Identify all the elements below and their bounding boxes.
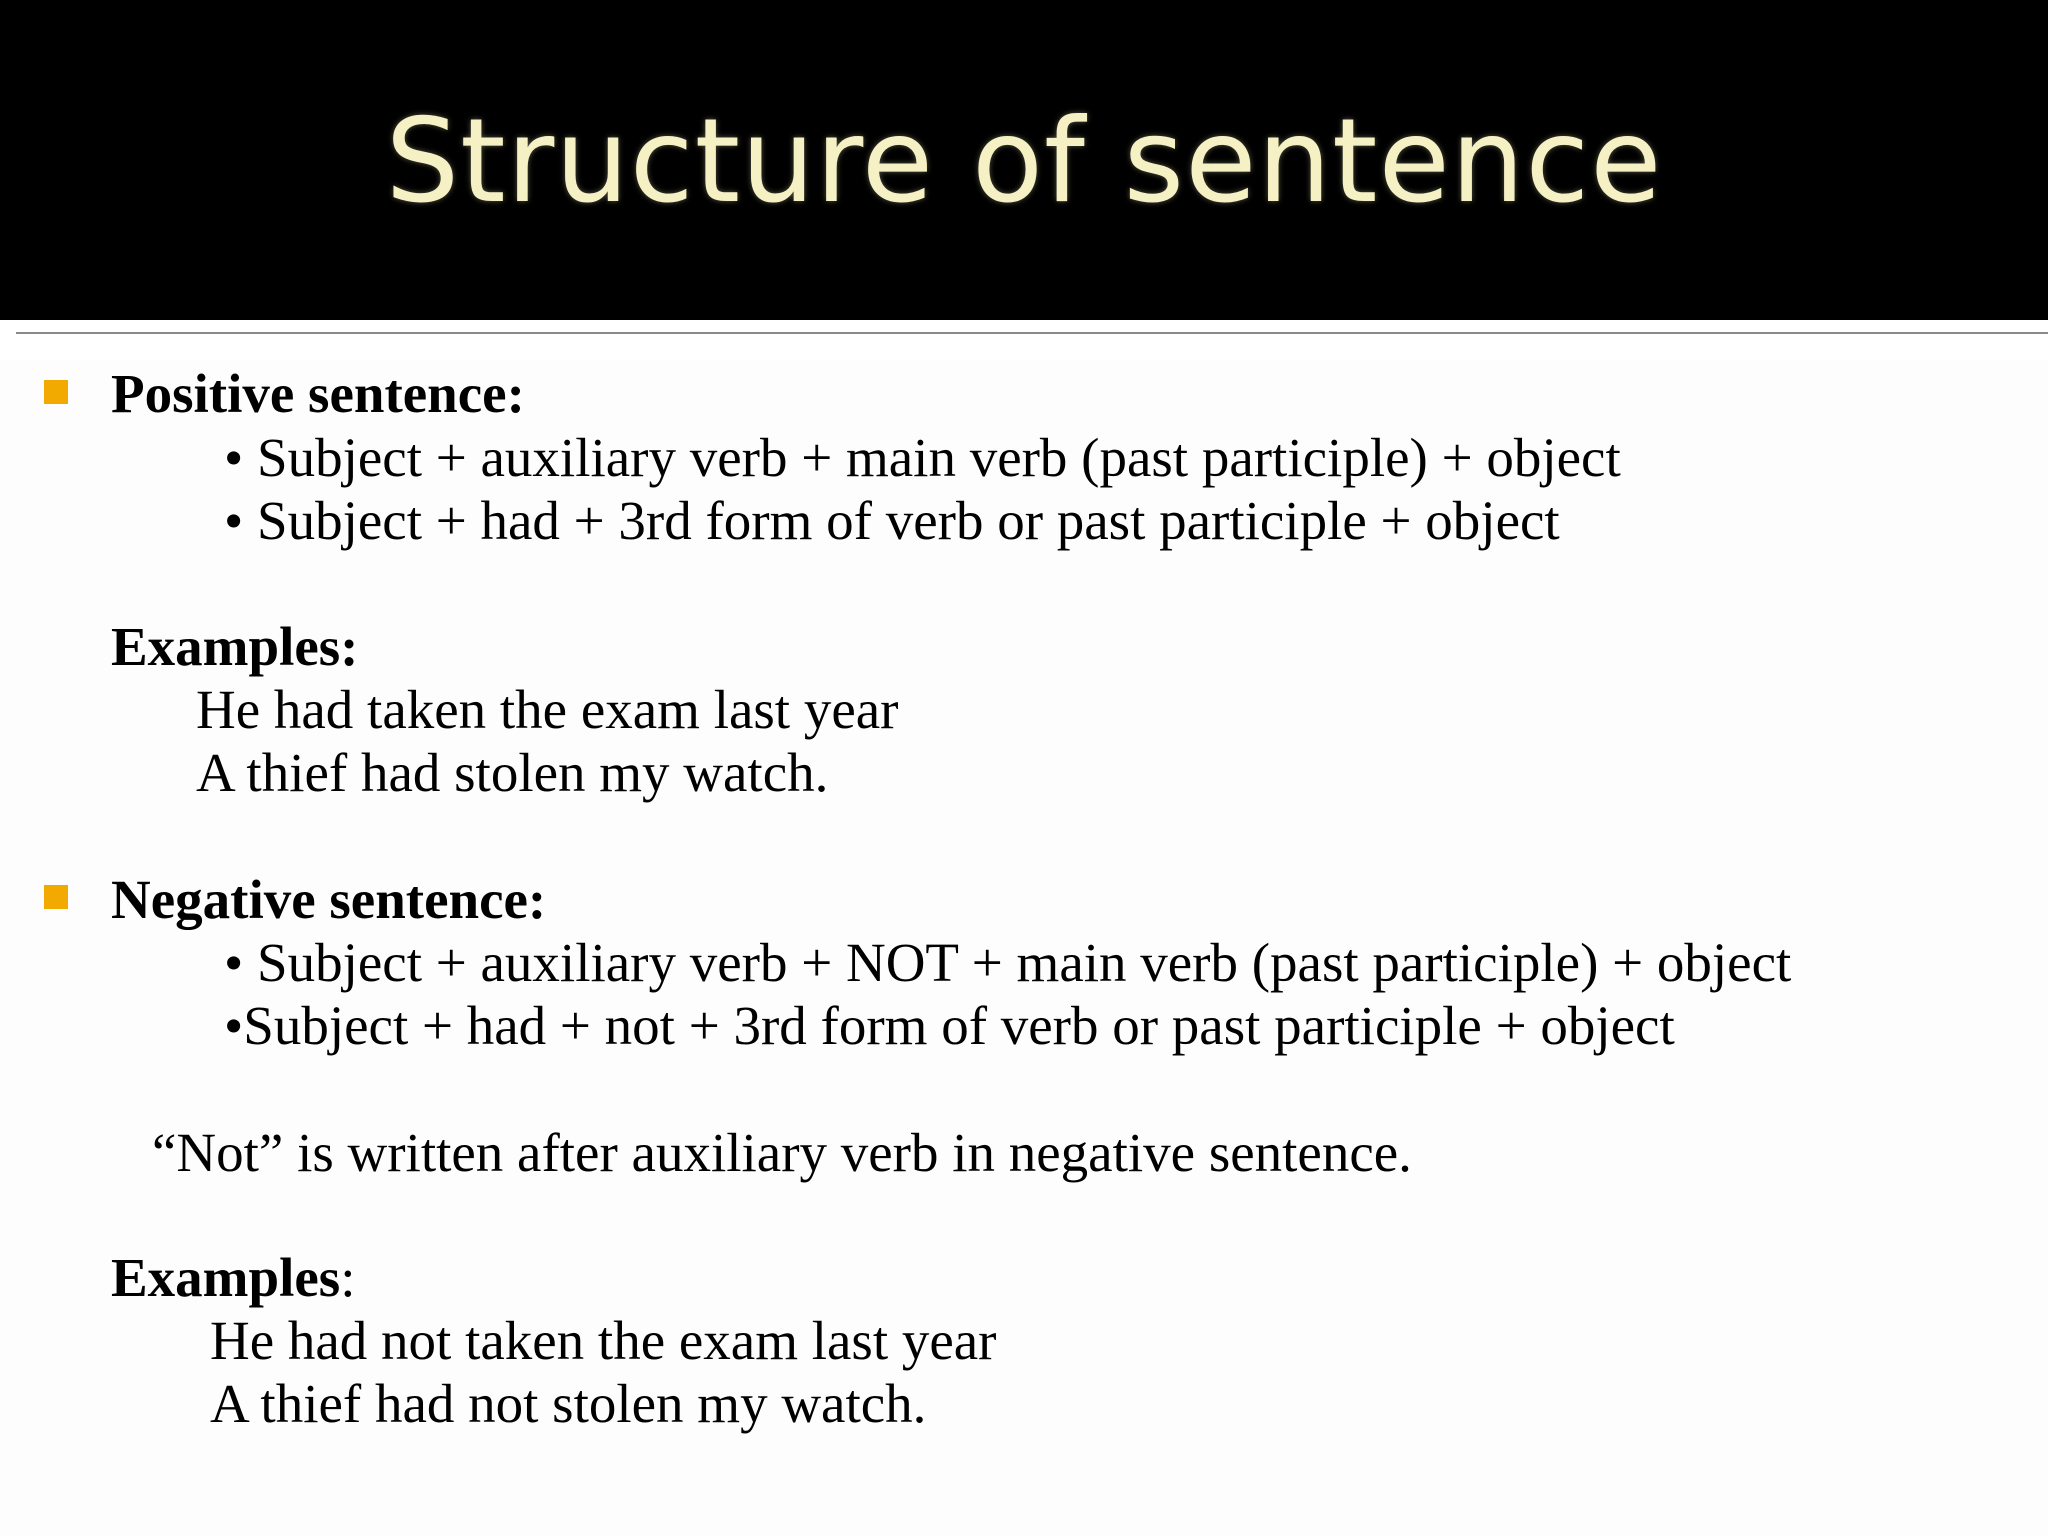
positive-example-2: A thief had stolen my watch.	[196, 742, 829, 803]
square-bullet-icon	[44, 885, 68, 909]
negative-heading: Negative sentence:	[111, 869, 547, 930]
title-divider	[16, 332, 2048, 334]
square-bullet-icon	[44, 380, 68, 404]
positive-example-1: He had taken the exam last year	[196, 679, 899, 740]
slide-title: Structure of sentence	[385, 94, 1663, 229]
title-bar	[0, 0, 2048, 320]
negative-note: “Not” is written after auxiliary verb in negative sentence.	[152, 1122, 1412, 1183]
positive-examples-label: Examples:	[111, 616, 359, 677]
negative-example-1: He had not taken the exam last year	[210, 1310, 997, 1371]
negative-examples-label-line	[111, 1246, 355, 1309]
negative-rule-1: • Subject + auxiliary verb + NOT + main verb (past participle) + object	[224, 932, 1792, 993]
positive-rule-2: • Subject + had + 3rd form of verb or past participle + object	[224, 490, 1560, 551]
negative-examples-label: Examples	[111, 1247, 341, 1308]
positive-rule-1: • Subject + auxiliary verb + main verb (past participle) + object	[224, 427, 1621, 488]
negative-example-2: A thief had not stolen my watch.	[210, 1373, 927, 1434]
negative-rule-2: •Subject + had + not + 3rd form of verb or past participle + object	[224, 995, 1675, 1056]
negative-examples-colon: :	[340, 1247, 356, 1308]
positive-heading: Positive sentence:	[111, 363, 525, 424]
